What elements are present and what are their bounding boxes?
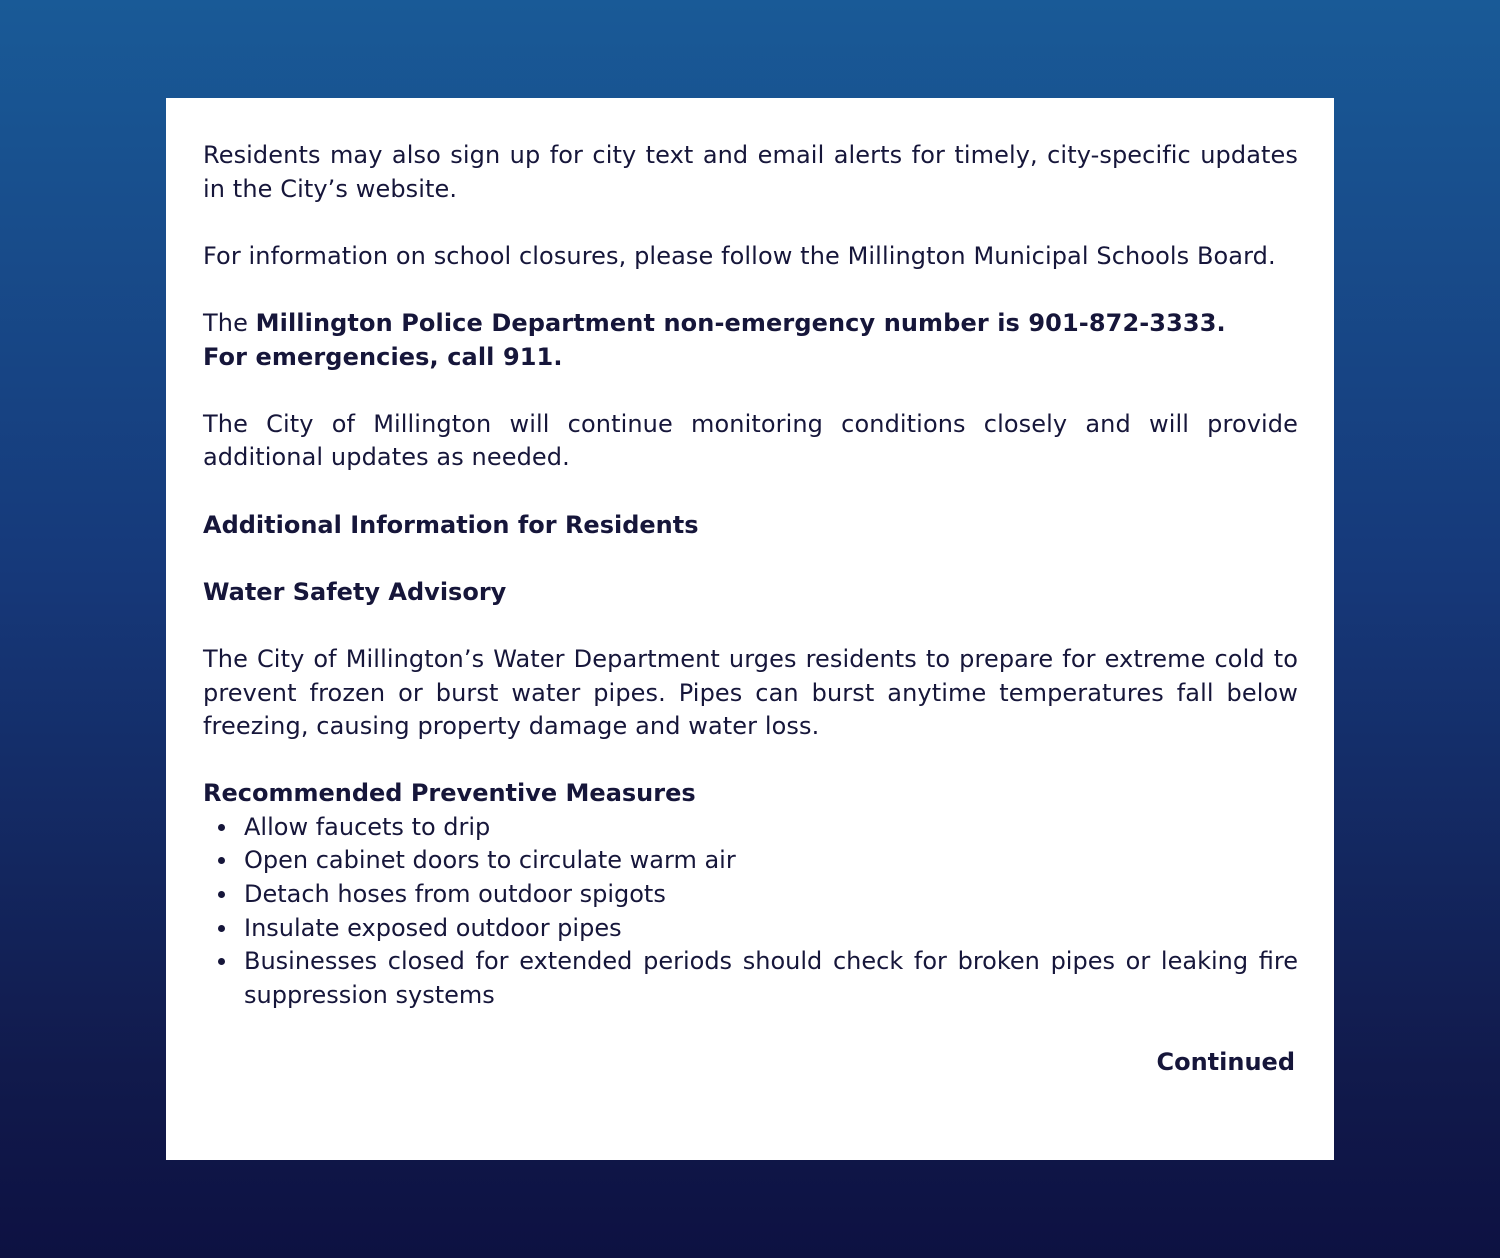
- bullet-icon: [218, 824, 225, 831]
- spacer: [203, 1012, 1298, 1046]
- heading-preventive-measures: Recommended Preventive Measures: [203, 779, 696, 808]
- list-item: [203, 878, 1298, 912]
- continued-label: Continued: [1156, 1048, 1295, 1077]
- spacer: [203, 206, 1298, 240]
- police-non-emergency-number: Millington Police Department non-emergency number is 901-872-3333.: [255, 308, 1226, 337]
- heading-water-safety: Water Safety Advisory: [203, 577, 507, 606]
- paragraph-monitoring: The City of Millington will continue monitoring conditions closely and will provide additional updates as needed.: [203, 409, 1298, 472]
- list-item-text: Insulate exposed outdoor pipes: [244, 913, 622, 942]
- paragraph-school-closures: For information on school closures, please follow the Millington Municipal Schools Board.: [203, 241, 1276, 270]
- heading-additional-information: Additional Information for Residents: [203, 510, 699, 539]
- list-item-text: Detach hoses from outdoor spigots: [244, 880, 666, 909]
- spacer: [203, 273, 1298, 307]
- paragraph-police-contact: [203, 307, 1298, 374]
- list-item: [203, 912, 1298, 946]
- bullet-icon: [218, 857, 225, 864]
- spacer: [203, 475, 1298, 509]
- bullet-icon: [218, 958, 225, 965]
- list-item: [203, 945, 1298, 1012]
- spacer: [203, 542, 1298, 576]
- paragraph-alerts-signup: Residents may also sign up for city text and email alerts for timely, city-specific updates in the City’s website.: [203, 141, 1298, 203]
- bullet-icon: [218, 891, 225, 898]
- list-item: [203, 811, 1298, 845]
- list-item-text: Open cabinet doors to circulate warm air: [244, 846, 736, 875]
- list-item: [203, 844, 1298, 878]
- spacer: [203, 744, 1298, 778]
- paragraph-water-department: The City of Millington’s Water Department urges residents to prepare for extreme cold to prevent frozen or burst water pipes. Pipes can burst anytime temperatures fall below freezing, causing property damage and water loss.: [203, 644, 1298, 741]
- list-item-text: Businesses closed for extended periods should check for broken pipes or leaking fire suppression systems: [244, 947, 1298, 1009]
- list-item-text: Allow faucets to drip: [244, 812, 491, 841]
- spacer: [203, 609, 1298, 643]
- emergency-call-line: For emergencies, call 911.: [203, 342, 563, 371]
- preventive-measures-list: [203, 811, 1298, 1013]
- bullet-icon: [218, 925, 225, 932]
- notice-card: [166, 98, 1334, 1160]
- police-prefix: The: [203, 308, 256, 337]
- spacer: [203, 374, 1298, 408]
